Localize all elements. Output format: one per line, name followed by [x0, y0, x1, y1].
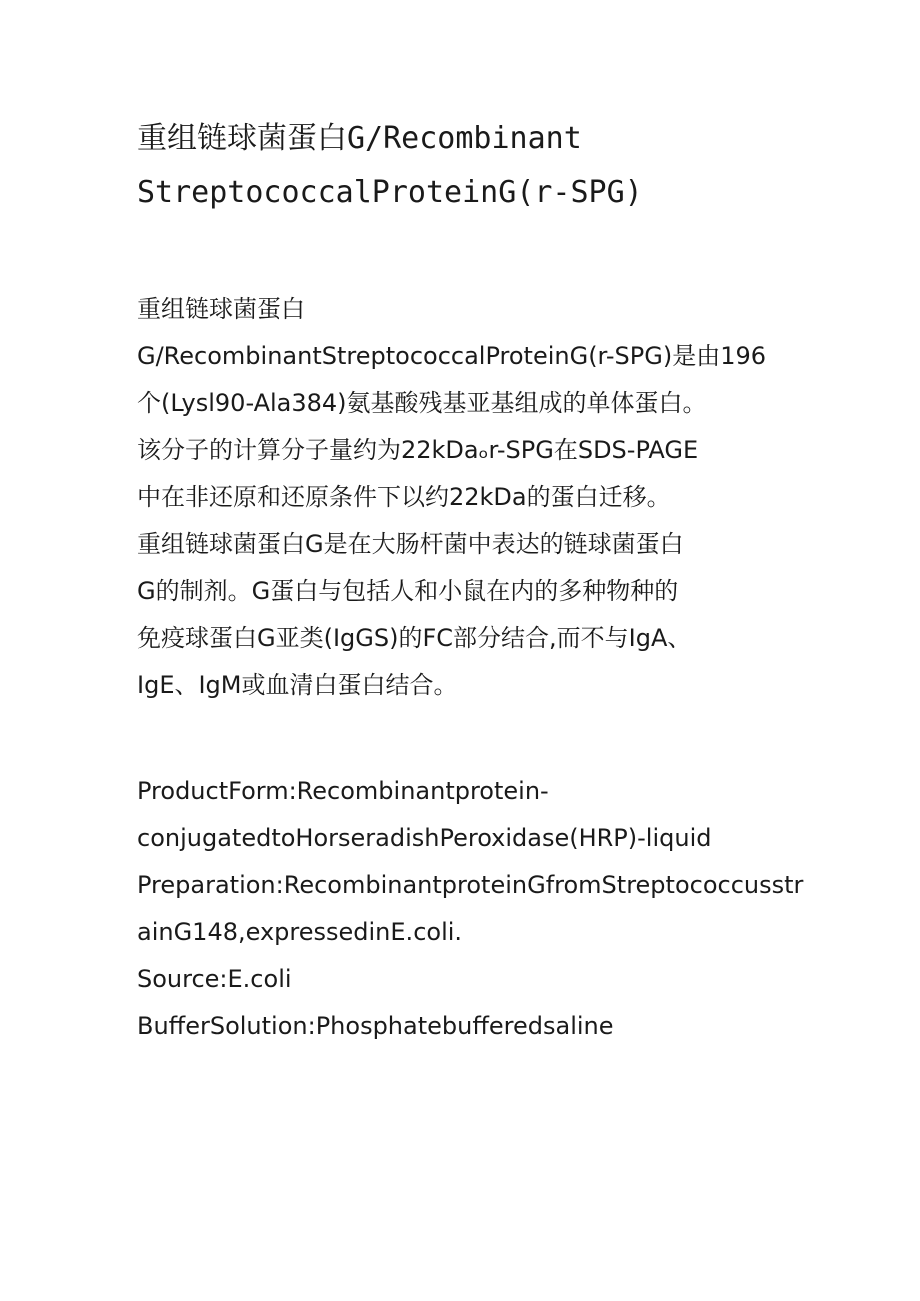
- spec-line-buffer: BufferSolution:Phosphatebufferedsaline: [137, 1012, 614, 1040]
- description-line: 该分子的计算分子量约为22kDaₒr-SPG在SDS-PAGE: [137, 436, 699, 464]
- specs-list: [137, 768, 804, 1050]
- description-line: 重组链球菌蛋白G是在大肠杆菌中表达的链球菌蛋白: [137, 530, 684, 558]
- spec-line-preparation: Preparation:RecombinantproteinGfromStreptococcusstr: [137, 871, 804, 899]
- description-line: G/RecombinantStreptococcalProteinG(r-SPG)是由196: [137, 342, 767, 370]
- description-line: 重组链球菌蛋白: [137, 295, 305, 323]
- description-line: 中在非还原和还原条件下以约22kDa的蛋白迁移。: [137, 483, 671, 511]
- description-line: G的制剂。G蛋白与包括人和小鼠在内的多种物种的: [137, 577, 679, 605]
- title-line-2: StreptococcalProteinG(r-SPG): [137, 175, 643, 210]
- spec-line-product-form-cont: conjugatedtoHorseradishPeroxidase(HRP)-liquid: [137, 824, 712, 852]
- spec-line-source: Source:E.coli: [137, 965, 292, 993]
- description-line: 免疫球蛋白G亚类(IgGS)的FC部分结合,而不与IgA、: [137, 624, 692, 652]
- description-line: IgE、IgM或血清白蛋白结合。: [137, 671, 458, 699]
- description-line: 个(Lysl90-Ala384)氨基酸残基亚基组成的单体蛋白。: [137, 389, 707, 417]
- title-line-1: 重组链球菌蛋白G/Recombinant: [137, 121, 582, 156]
- description-paragraph: [137, 286, 797, 709]
- document-title: [137, 112, 837, 220]
- spec-line-product-form: ProductForm:Recombinantprotein-: [137, 777, 549, 805]
- spec-line-preparation-cont: ainG148,expressedinE.coli.: [137, 918, 463, 946]
